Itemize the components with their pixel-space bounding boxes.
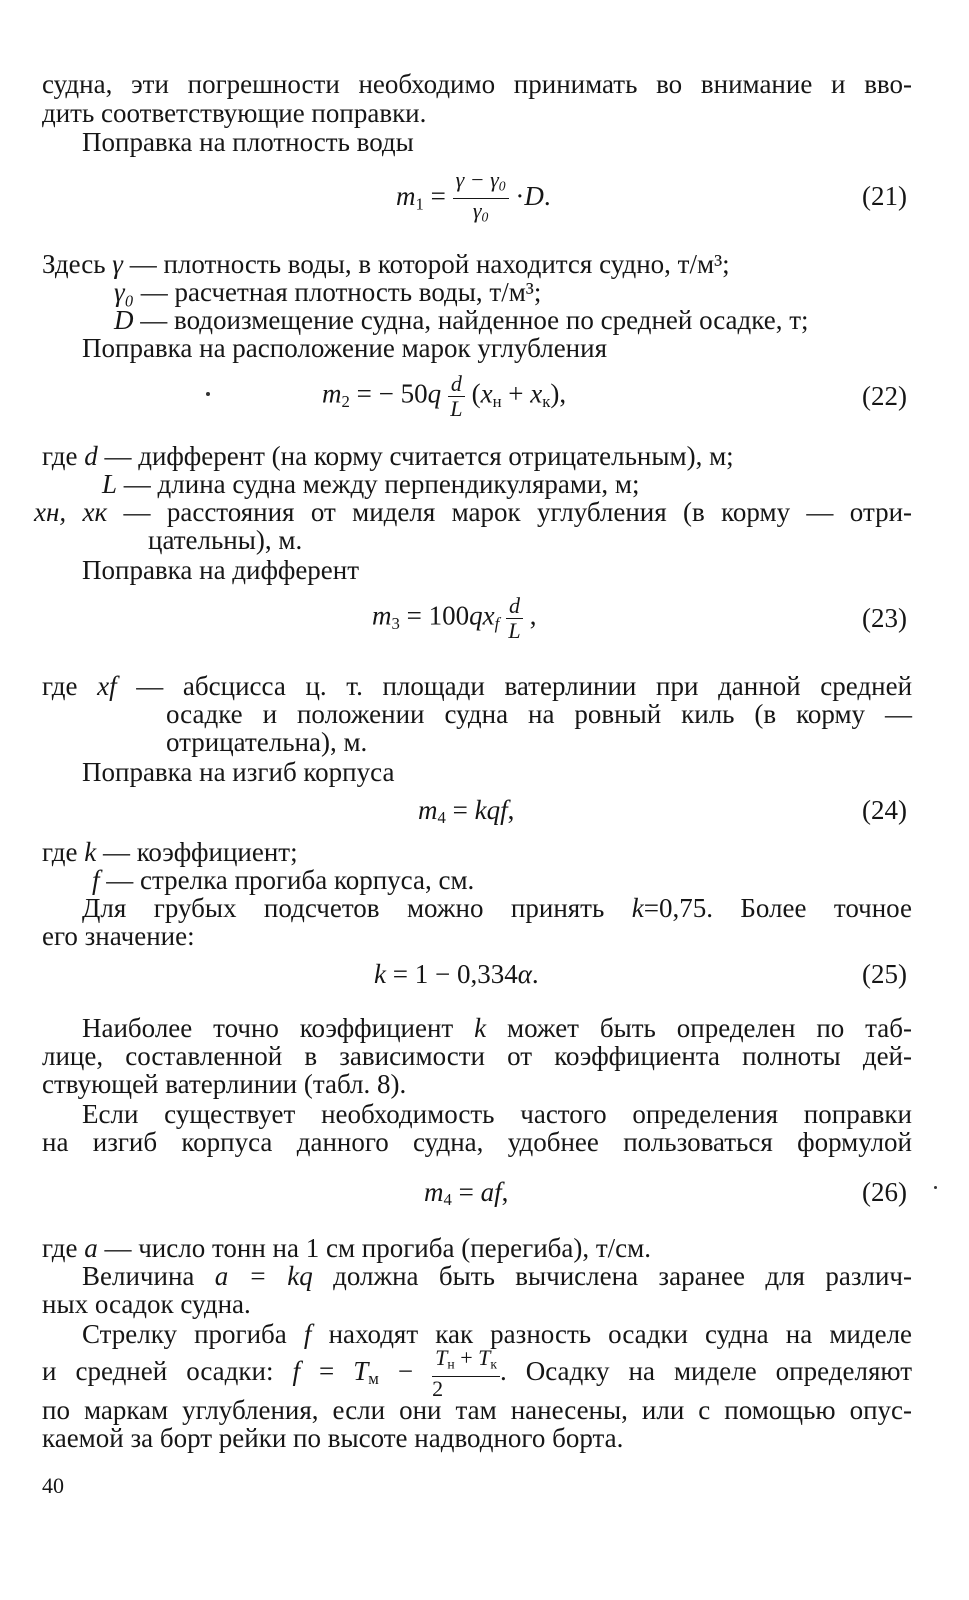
definition-line: Здесь γ — плотность воды, в которой находится судно, т/м³; — [42, 249, 730, 279]
equation-21: $m_1$ = $\frac{\gamma - \gamma_0}{\gamma_0}$ ·D. — [396, 167, 551, 225]
definition-line: где xf — абсцисса ц. т. площади ватерлинии при данной средней — [42, 671, 913, 701]
definition-line: xн, xк — расстояния от миделя марок углубления (в корму — отри- — [34, 497, 913, 527]
equation-number: (25) — [862, 959, 907, 989]
paragraph-line: Если существует необходимость частого определения поправки — [82, 1099, 912, 1129]
paragraph-line: лице, составленной в зависимости от коэффициента полноты дей- — [42, 1041, 912, 1071]
equation-number: (22) — [862, 381, 907, 411]
paragraph-line: по маркам углубления, если они там нанесены, или с помощью опус- — [42, 1395, 912, 1425]
paragraph-line: Величина a = kq должна быть вычислена заранее для различ- — [82, 1261, 912, 1291]
definition-line: L — длина судна между перпендикулярами, м; — [102, 469, 640, 499]
definition-line: где a — число тонн на 1 см прогиба (перегиба), т/см. — [42, 1233, 651, 1263]
definition-line: где d — дифферент (на корму считается отрицательным), м; — [42, 441, 734, 471]
paragraph-line: Наиболее точно коэффициент k может быть определен по таб- — [82, 1013, 913, 1043]
definition-line: γ₀ — расчетная плотность воды, т/м³; — [114, 277, 542, 307]
equation-23: $m_3 = 100qx_f$ $\frac{d}{L}$ , — [372, 593, 537, 643]
paragraph-line: Поправка на дифферент — [82, 555, 360, 585]
formula-inline-f: $f = T_м$ − $\frac{T_н + T_к}{2}$ — [293, 1356, 500, 1386]
paragraph-line: ствующей ватерлинии (табл. 8). — [42, 1069, 407, 1099]
equation-number: (26) — [862, 1177, 907, 1207]
definition-line: цательны), м. — [148, 525, 303, 555]
paragraph-line: и средней осадки: $f = T_м$ − $\frac{T_н + T_к}{2}$ . Осадку на миделе определяют — [42, 1345, 912, 1402]
definition-line: где k — коэффициент; — [42, 837, 298, 867]
equation-25: k = 1 − 0,334α. — [374, 959, 539, 989]
definition-line: D — водоизмещение судна, найденное по средней осадке, т; — [114, 305, 809, 335]
equation-number: (24) — [862, 795, 907, 825]
paragraph-line: дить соответствующие поправки. — [42, 98, 427, 128]
equation-24: $m_4$ = kqf, — [418, 795, 515, 828]
paragraph-line: судна, эти погрешности необходимо принимать во внимание и вво- — [42, 69, 912, 99]
definition-line: f — стрелка прогиба корпуса, см. — [92, 865, 475, 895]
paragraph-line: Для грубых подсчетов можно принять k=0,75. Более точное — [82, 893, 912, 923]
paragraph-line: на изгиб корпуса данного судна, удобнее пользоваться формулой — [42, 1127, 912, 1157]
definition-line: отрицательна), м. — [166, 727, 368, 757]
paragraph-line: ных осадок судна. — [42, 1289, 251, 1319]
paragraph-line: его значение: — [42, 921, 195, 951]
equation-number: (21) — [862, 181, 907, 211]
print-speck — [206, 392, 210, 396]
paragraph-line: Стрелку прогиба f находят как разность осадки судна на миделе — [82, 1319, 913, 1349]
paragraph-line: каемой за борт рейки по высоте надводного борта. — [42, 1423, 624, 1453]
paragraph-line: Поправка на расположение марок углубления — [82, 333, 607, 363]
paragraph-line: Поправка на плотность воды — [82, 127, 414, 157]
page-number: 40 — [42, 1473, 64, 1498]
equation-26: $m_4$ = af, — [424, 1177, 509, 1210]
paragraph-line: Поправка на изгиб корпуса — [82, 757, 395, 787]
equation-number: (23) — [862, 603, 907, 633]
print-speck — [934, 1186, 937, 1189]
definition-line: осадке и положении судна на ровный киль (в корму — — [166, 699, 912, 729]
equation-22: $m_2$ = − 50q $\frac{d}{L}$ $(x_н + x_к)$, — [322, 371, 567, 421]
